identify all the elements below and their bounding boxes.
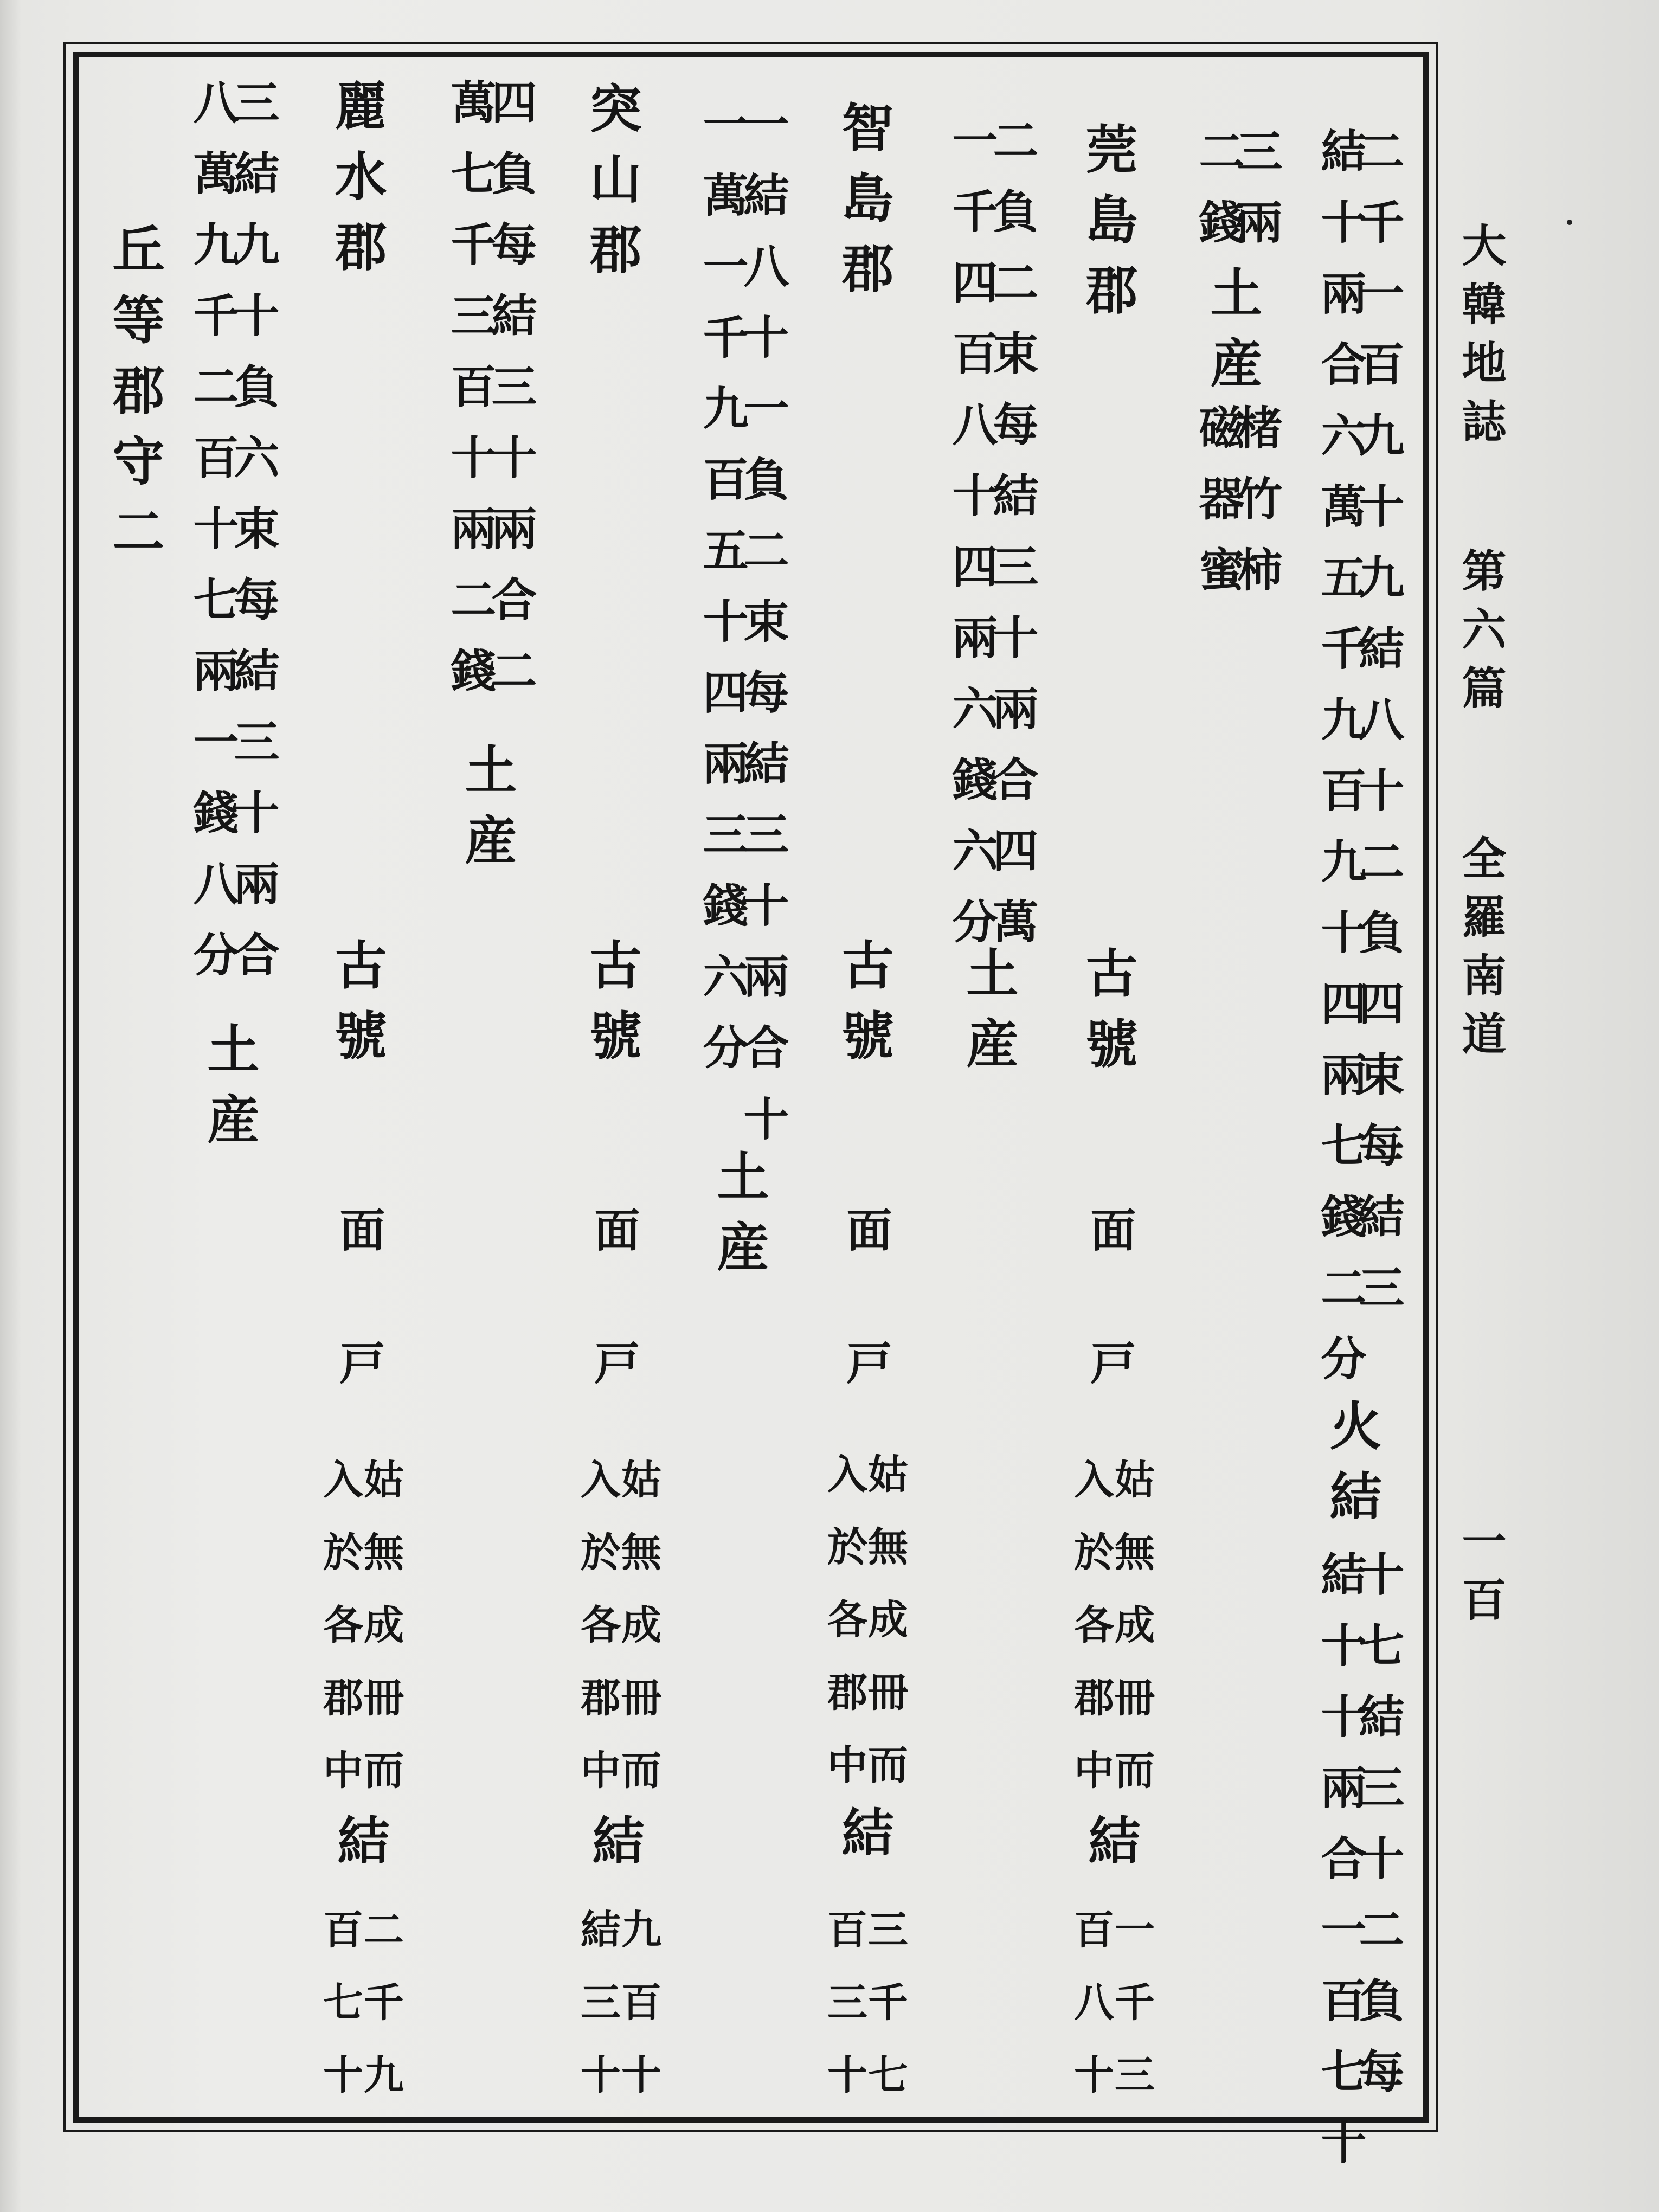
province-label: 全羅南道 [1455,835,1507,1069]
text-column: 三千七 [861,1908,908,2126]
text-column: 一萬一千九百五十四兩三錢六分 [696,100,749,1095]
text-column: 入於各郡中 [1068,1458,1114,1822]
margin-dot [1567,220,1572,225]
text-column: 古號 [1077,946,1139,1087]
text-column: 戸 [332,1339,386,1410]
text-column: 姑無成冊而 [861,1453,908,1816]
text-column: 磁器蜜 [1192,404,1245,617]
text-column: 百三十 [821,1908,867,2126]
text-column: 二千一百九十九結八十二負四束每結三 [1352,127,1405,1335]
text-column: 古號 [326,938,388,1079]
text-column: 入於各郡中 [821,1453,867,1816]
book-title: 大韓地誌 [1455,222,1507,456]
text-column: 九百十 [615,1908,661,2126]
text-column: 一千三 [1108,1908,1155,2126]
text-column: 結 [329,1814,390,1884]
text-column: 結 [1080,1814,1141,1884]
text-column: 火結 [1321,1399,1382,1540]
text-column: 面 [1083,1206,1137,1277]
text-column: 結十十兩合一百七十 [1314,1551,1367,2190]
text-column: 十七結三十二負每 [1352,1551,1405,2119]
county-name: 智島郡 [833,100,895,312]
text-column: 丘等郡守二 [104,222,165,575]
text-column: 入於各郡中 [574,1458,621,1822]
text-column: 結十兩合六萬五千九百九十四兩七錢二分 [1314,127,1367,1406]
text-column: 土産 [958,946,1019,1087]
text-column: 二負二束每結三十兩合四萬 [986,117,1039,969]
text-column: 面 [839,1206,893,1277]
text-column: 百七十 [317,1908,363,2126]
text-column: 百八十 [1068,1908,1114,2126]
text-column: 戸 [1083,1339,1137,1410]
text-column: 一千四百八十四兩六錢六分 [945,117,999,969]
text-column: 結 [833,1805,895,1876]
text-column: 戸 [839,1339,893,1410]
text-column: 古號 [581,938,642,1079]
text-column: 土産 [709,1149,770,1290]
text-column: 面 [332,1206,386,1277]
text-column: 二錢 [1192,127,1245,269]
text-column: 十 [736,1095,790,1166]
text-column: 三兩 [1230,127,1283,269]
chapter-label: 第六篇 [1455,548,1507,723]
text-column: 古號 [833,938,895,1079]
county-name: 突山郡 [581,81,642,293]
page-number: 一百 [1455,1518,1507,1635]
text-column: 楮竹柿 [1230,404,1283,617]
text-column: 面 [587,1206,641,1277]
text-column: 土産 [456,743,518,884]
text-column: 四負每結三十兩合二 [484,79,538,718]
text-column: 入於各郡中 [317,1458,363,1822]
text-column: 土産 [1202,266,1263,407]
text-column: 結 [584,1814,645,1884]
text-column: 姑無成冊而 [1108,1458,1155,1822]
text-column: 八萬九千二百十七兩一錢八分 [186,79,240,1002]
text-column: 三結九十負六束每結三十兩合 [227,79,280,1002]
text-column: 結三十 [574,1908,621,2126]
text-column: 土産 [199,1022,260,1163]
text-column: 萬七千三百十兩二錢 [443,79,497,718]
text-column: 戸 [587,1339,641,1410]
county-name: 麗水郡 [326,79,388,290]
county-name: 莞島郡 [1077,122,1139,333]
text-column: 姑無成冊而 [357,1458,404,1822]
text-column: 二千九 [357,1908,404,2126]
text-column: 一結八十一負二束每結三十兩合 [736,100,790,1095]
text-column: 姑無成冊而 [615,1458,661,1822]
